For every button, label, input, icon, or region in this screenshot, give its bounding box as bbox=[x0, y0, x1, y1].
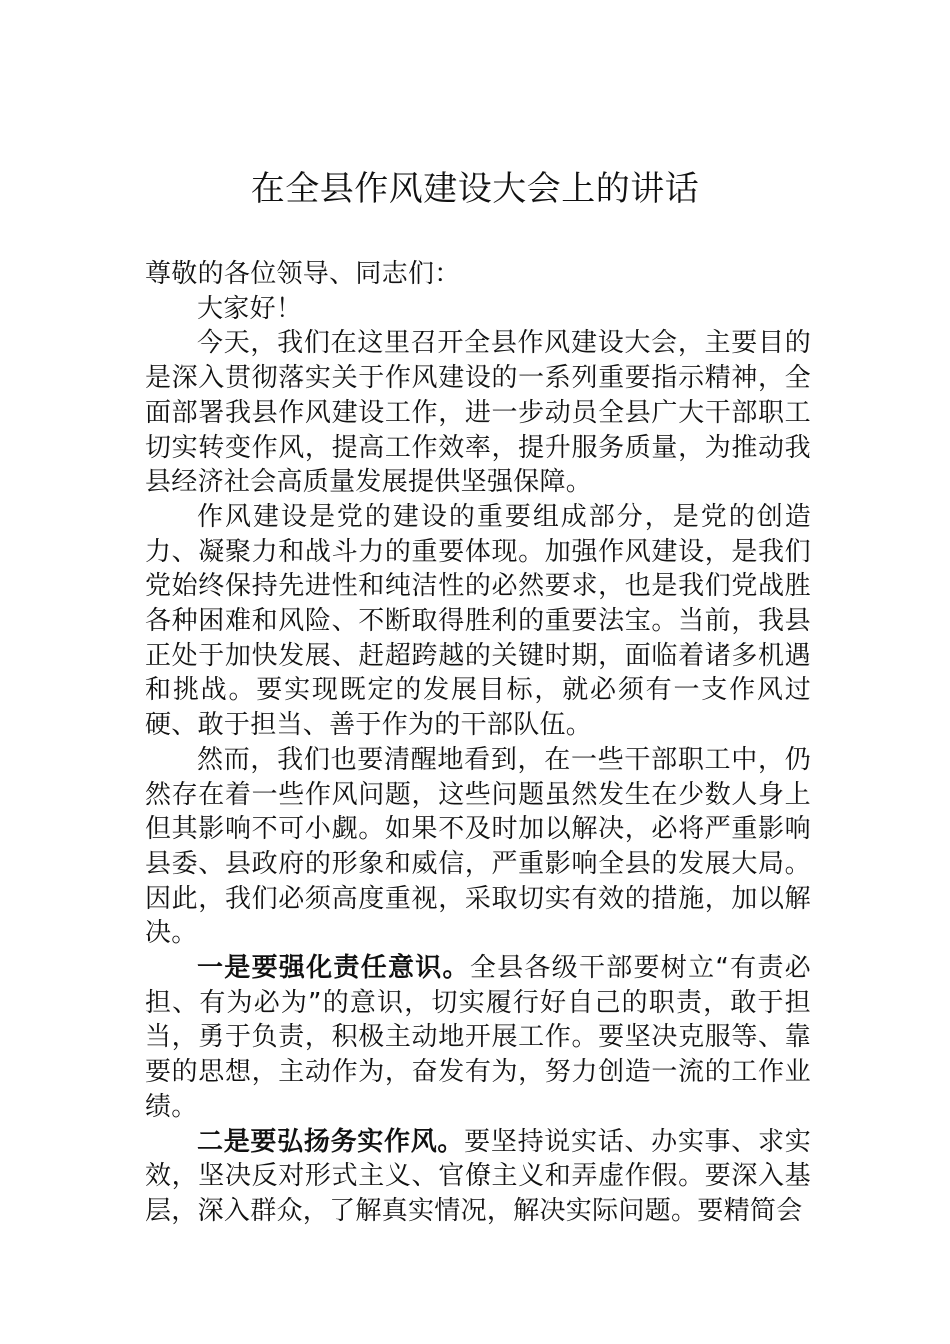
paragraph-intro: 今天，我们在这里召开全县作风建设大会，主要目的是深入贯彻落实关于作风建设的一系列重要指示精神，全面部署我县作风建设工作，进一步动员全县广大干部职工切实转变作风，提高工作效率，提升服务质量，为推动我县经济社会高质量发展提供坚强保障。 bbox=[145, 328, 811, 498]
point-1 bbox=[145, 951, 811, 1125]
greeting: 大家好！ bbox=[197, 293, 303, 324]
point-2-text: 要坚持说实话、办实事、求实效，坚决反对形式主义、官僚主义和弄虚作假。要深入基层，深入群众，了解真实情况，解决实际问题。要精简会 bbox=[145, 1126, 811, 1226]
point-1-text: 全县各级干部要树立“有责必担、有为必为”的意识，切实履行好自己的职责，敢于担当，勇于负责，积极主动地开展工作。要坚决克服等、靠要的思想，主动作为，奋发有为，努力创造一流的工作业绩。 bbox=[145, 953, 811, 1122]
paragraph-importance: 作风建设是党的建设的重要组成部分，是党的创造力、凝聚力和战斗力的重要体现。加强作风建设，是我们党始终保持先进性和纯洁性的必然要求，也是我们党战胜各种困难和风险、不断取得胜利的重要法宝。当前，我县正处于加快发展、赶超跨越的关键时期，面临着诸多机遇和挑战。要实现既定的发展目标，就必须有一支作风过硬、敢于担当、善于作为的干部队伍。 bbox=[145, 501, 811, 741]
point-2 bbox=[145, 1125, 811, 1229]
point-1-heading: 一是要强化责任意识。 bbox=[197, 953, 470, 984]
point-2-heading: 二是要弘扬务实作风。 bbox=[197, 1126, 465, 1157]
document-body bbox=[145, 257, 811, 1229]
document-title: 在全县作风建设大会上的讲话 bbox=[250, 169, 700, 209]
paragraph-problems: 然而，我们也要清醒地看到，在一些干部职工中，仍然存在着一些作风问题，这些问题虽然发生在少数人身上但其影响不可小觑。如果不及时加以解决，必将严重影响县委、县政府的形象和威信，严重影响全县的发展大局。因此，我们必须高度重视，采取切实有效的措施，加以解决。 bbox=[145, 744, 811, 949]
salutation: 尊敬的各位领导、同志们： bbox=[145, 259, 461, 289]
